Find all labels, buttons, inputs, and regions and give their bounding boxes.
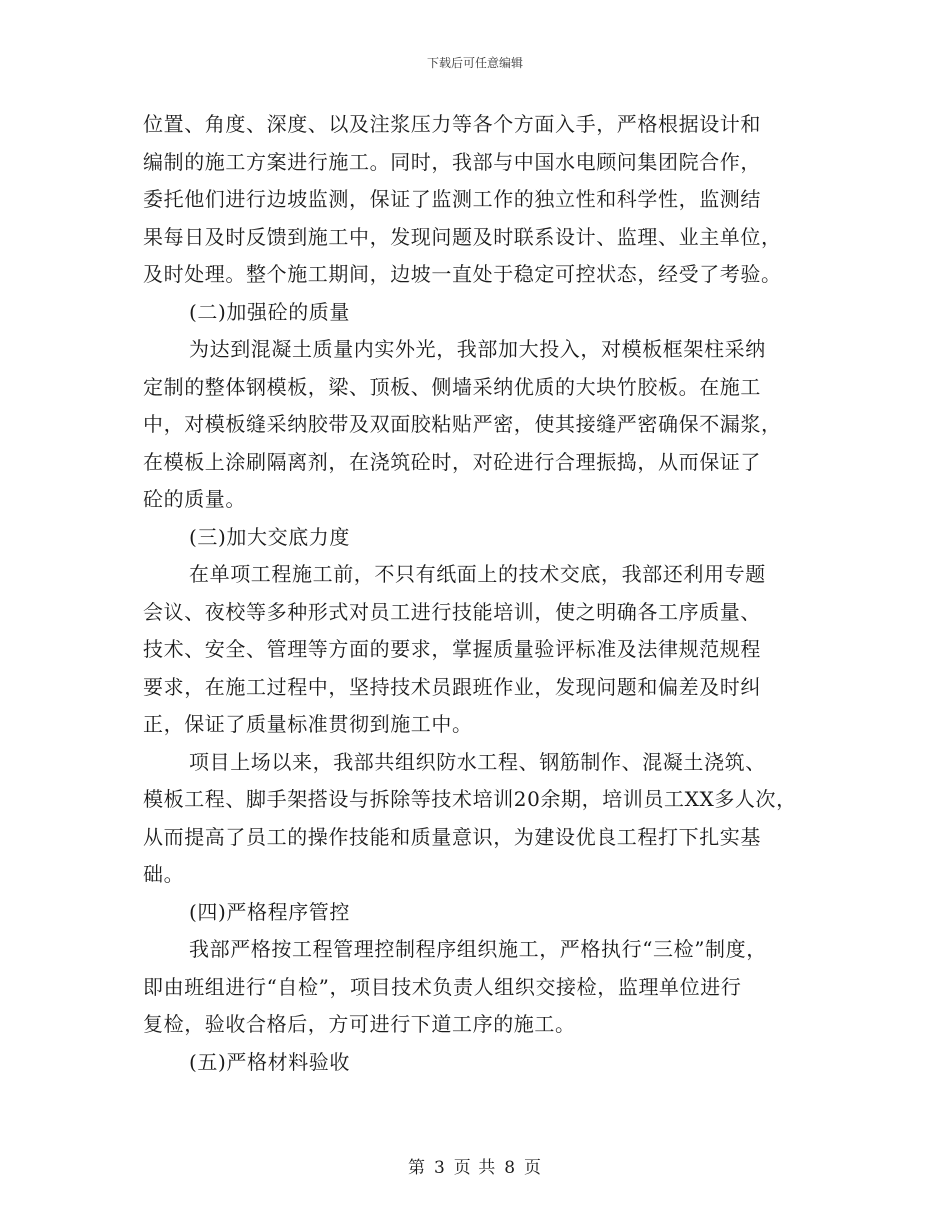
page-header: 下载后可任意编辑 [426,56,523,70]
text-line: 从而提高了员工的操作技能和质量意识，为建设优良工程打下扎实基 [143,824,761,849]
text-line: 技术、安全、管理等方面的要求，掌握质量验评标准及法律规范规程 [143,637,761,661]
text-line: 要求，在施工过程中，坚持技术员跟班作业，发现问题和偏差及时纠 [143,674,761,699]
text-line: 础。 [143,862,185,886]
text-line: 中，对模板缝采纳胶带及双面胶粘贴严密，使其接缝严密确保不漏浆， [143,412,782,436]
text-line: 会议、夜校等多种形式对员工进行技能培训，使之明确各工序质量、 [143,599,761,624]
text-line: 及时处理。整个施工期间，边坡一直处于稳定可控状态，经受了考验。 [143,262,782,286]
text-line: 在模板上涂刷隔离剂，在浇筑砼时，对砼进行合理振捣，从而保证了 [143,449,761,474]
text-line: 模板工程、脚手架搭设与拆除等技术培训20余期，培训员工XX多人次， [143,787,797,811]
text-line: 我部严格按工程管理控制程序组织施工，严格执行“三检”制度， [189,937,767,961]
text-line: 编制的施工方案进行施工。同时，我部与中国水电顾问集团院合作， [143,149,761,174]
text-line: 砼的质量。 [143,487,246,511]
text-line: 果每日及时反馈到施工中，发现问题及时联系设计、监理、业主单位， [143,224,782,249]
footer-middle: 页 共 [453,1158,497,1178]
text-line: 位置、角度、深度、以及注浆压力等各个方面入手，严格根据设计和 [143,112,761,136]
footer-prefix: 第 [407,1158,426,1178]
section-heading: (三)加大交底力度 [189,524,351,549]
total-page-number: 8 [504,1158,517,1178]
text-line: 定制的整体钢模板，梁、顶板、侧墙采纳优质的大块竹胶板。在施工 [143,374,761,399]
page-footer [0,1153,950,1178]
footer-suffix: 页 [524,1158,543,1178]
text-line: 即由班组进行“自检”，项目技术负责人组织交接检，监理单位进行 [143,974,742,999]
text-line: 项目上场以来，我部共组织防水工程、钢筋制作、混凝土浇筑、 [189,749,766,774]
text-line: 正，保证了质量标准贯彻到施工中。 [143,712,473,736]
text-line: 复检，验收合格后，方可进行下道工序的施工。 [143,1012,576,1036]
text-line: 为达到混凝土质量内实外光，我部加大投入，对模板框架柱采纳 [189,337,766,361]
document-body [143,106,823,1081]
section-heading: (四)严格程序管控 [189,899,351,924]
current-page-number: 3 [433,1158,446,1178]
text-line: 委托他们进行边坡监测，保证了监测工作的独立性和科学性，监测结 [143,187,761,211]
section-heading: (二)加强砼的质量 [189,299,351,324]
text-line: 在单项工程施工前，不只有纸面上的技术交底，我部还利用专题 [189,562,766,586]
section-heading: (五)严格材料验收 [189,1049,351,1074]
